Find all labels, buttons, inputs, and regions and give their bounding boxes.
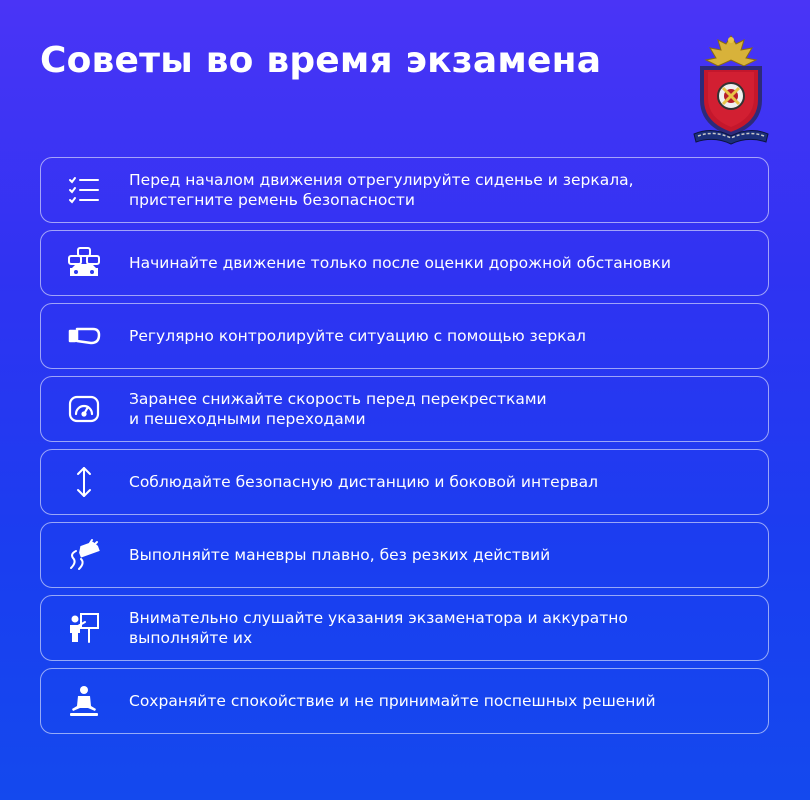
tip-card-slow-down — [40, 376, 769, 442]
instructor-board-icon — [39, 611, 129, 645]
tip-text — [129, 326, 606, 346]
tip-line: Заранее снижайте скорость перед перекрестками — [129, 390, 547, 408]
tip-card-mirrors — [40, 303, 769, 369]
meditation-icon — [39, 684, 129, 718]
tip-line: Внимательно слушайте указания экзаменатора и аккуратно — [129, 609, 628, 627]
page-title: Советы во время экзамена — [40, 40, 602, 81]
tip-text — [129, 608, 648, 648]
tip-text — [129, 691, 676, 711]
police-emblem-icon — [690, 30, 772, 146]
tip-card-instructions — [40, 595, 769, 661]
tip-line: и пешеходными переходами — [129, 410, 366, 428]
speedometer-icon — [39, 392, 129, 426]
side-mirror-icon — [39, 319, 129, 353]
vertical-arrows-icon — [39, 465, 129, 499]
skidding-car-icon — [39, 538, 129, 572]
tip-line: Сохраняйте спокойствие и не принимайте поспешных решений — [129, 692, 656, 710]
tip-text — [129, 472, 618, 492]
tip-text — [129, 389, 567, 429]
tip-line: Начинайте движение только после оценки дорожной обстановки — [129, 254, 671, 272]
tips-list — [40, 157, 769, 741]
tip-line: Выполняйте маневры плавно, без резких действий — [129, 546, 551, 564]
tip-line: Соблюдайте безопасную дистанцию и боковой интервал — [129, 473, 599, 491]
tip-card-traffic-assessment — [40, 230, 769, 296]
traffic-cars-icon — [39, 246, 129, 280]
tip-card-seat-mirrors — [40, 157, 769, 223]
checklist-icon — [39, 173, 129, 207]
tip-text — [129, 253, 691, 273]
tip-card-distance — [40, 449, 769, 515]
tip-line: пристегните ремень безопасности — [129, 191, 415, 209]
tip-line: Перед началом движения отрегулируйте сиденье и зеркала, — [129, 171, 634, 189]
tip-line: Регулярно контролируйте ситуацию с помощью зеркал — [129, 327, 586, 345]
tip-line: выполняйте их — [129, 629, 253, 647]
tip-text — [129, 545, 570, 565]
tip-card-calm — [40, 668, 769, 734]
tip-card-smooth-maneuvers — [40, 522, 769, 588]
tip-text — [129, 170, 654, 210]
